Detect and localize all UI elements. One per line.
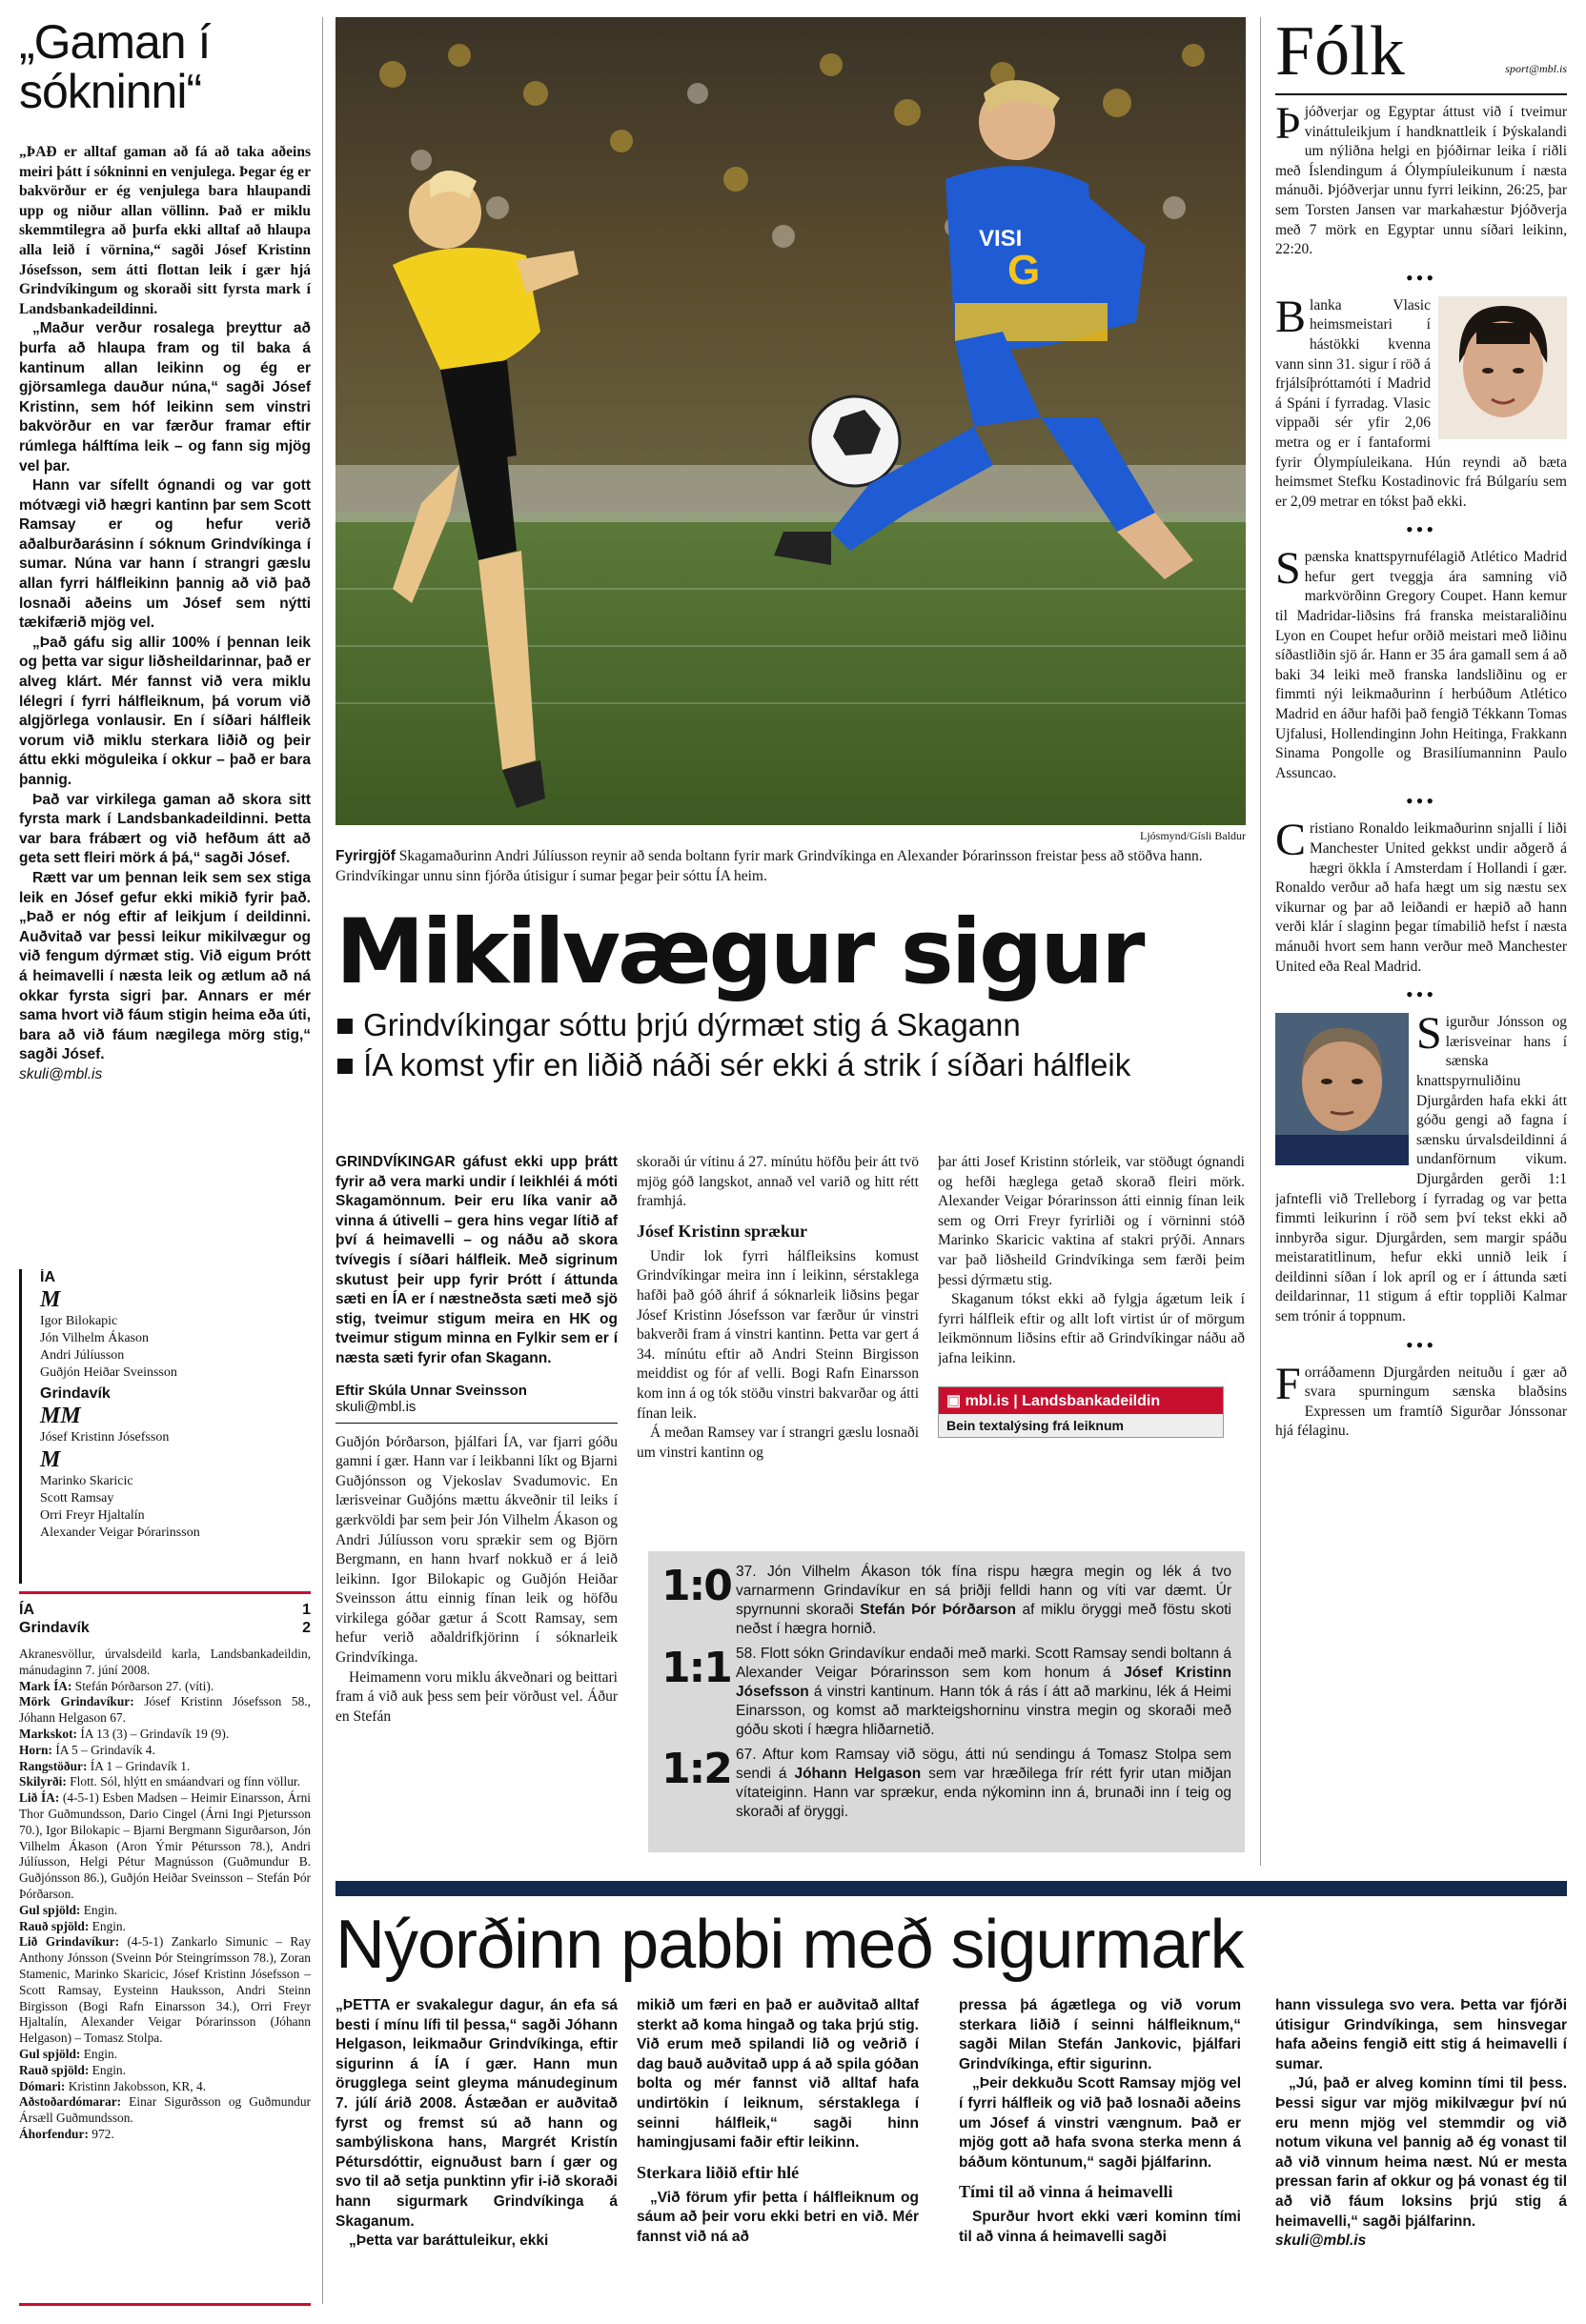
second-c4-p0: hann vissulega svo vera. Þetta var fjórði útisigur Grindvíkinga, sem hinsvegar hafa aðeins fengið eitt stig á heimavelli í sumar. <box>1275 1997 1567 2072</box>
fact-item <box>19 2094 311 2127</box>
match-photo <box>336 17 1246 825</box>
folk-item-0 <box>1275 98 1567 260</box>
left-para-1: „Maður verður rosalega þreyttur að þurfa að hlaupa fram og til baka á kantinum allan leikinn og ég er gjörsamlega dauður núna,“ sagði Jósef Kristinn, sem hóf leikinn sem vinstri bakvörður en var færður framar eftir rúmlega hálftíma leik – og fann sig mjög vel þar. <box>19 320 311 475</box>
fact-item <box>19 1679 311 1695</box>
ratings-team2: Grindavík <box>40 1385 111 1402</box>
goal-text-lead: 58. Flott sókn Grindavíkur endaði með marki. Scott Ramsay sendi boltann á Alexander Veigar Þórarinsson sem kom honum á <box>736 1646 1231 1681</box>
fact-key: Markskot: <box>19 1726 77 1741</box>
fact-item <box>19 1790 311 1903</box>
deck-line-2 <box>336 1045 1246 1085</box>
ratings-team1-mark: M <box>40 1287 61 1312</box>
second-col-1 <box>336 1996 618 2311</box>
folk-item-2 <box>1275 543 1567 783</box>
separator-dots: ••• <box>1405 982 1437 1007</box>
fact-value: Engin. <box>80 1902 118 1917</box>
goal-text-tail: sem var hræðilega frír rétt fyrir utan miðjan vítateiginn. Hann var sprækur, enda nýkominn inn á, brunaði inn í teig og skoraði af öryggi. <box>736 1766 1232 1820</box>
fact-item <box>19 2079 311 2095</box>
fact-value: Einar Sigurðsson og Guðmundur Ársæll Guðmundsson. <box>19 2094 311 2126</box>
ratings-player: Igor Bilokapic <box>40 1314 118 1328</box>
score-away-goals: 2 <box>302 1620 311 1636</box>
fact-key: Lið Grindavíkur: <box>19 1934 120 1950</box>
main-lead <box>336 1153 618 1369</box>
fact-value: ÍA 5 – Grindavík 4. <box>51 1742 155 1757</box>
ratings-box <box>19 1269 311 1584</box>
folk-item-text: pænska knattspyrnufélagið Atlético Madrid hefur gert tveggja ára samning við markvörðinn Gregory Coupet. Hann kemur til Madridar-liðsins frá franska meistaraliðinu Lyon en Coupet hefur orðið meistari með liðinu síðastliðin sjö ár. Hann er 35 ára gamall sem á að baki 34 leiki með franska landsliðinu og er fimmti nýi leikmaðurinn í herbúðum Atlético Madrid en áður hafði það fengið Tékkann Tomas Ujfalusi, Hollendinginn John Heitinga, Frakkann Sinama Pongolle og Brasilíumanninn Paulo Assuncao. <box>1275 549 1567 781</box>
caption-text: Skagamaðurinn Andri Júlíusson reynir að senda boltann fyrir mark Grindvíkinga en Alexander Þórarinsson freistar þess að stöðva hann. Grindvíkingar unnu sinn fjórða útisigur í sumar þegar þeir sóttu ÍA heim. <box>336 848 1203 884</box>
section-rule <box>336 1881 1567 1896</box>
fact-key: Mörk Grindavíkur: <box>19 1694 134 1709</box>
goal-entry <box>661 1563 1231 1639</box>
fact-value: 972. <box>88 2126 114 2141</box>
facts-top-rule <box>19 1591 311 1594</box>
main-lead-cap: GRINDVÍKINGAR <box>336 1154 456 1170</box>
score-home-goals: 1 <box>302 1602 311 1618</box>
portrait-illustration <box>1438 296 1567 439</box>
byline-rule <box>336 1423 618 1424</box>
main-c2b-p0: Undir lok fyrri hálfleiksins komust Grindvíkingar meira inn í leikinn, sérstaklega hafði það góð áhrif á sóknarleik liðsins þegar Jósef Kristinn Jósefsson var færður úr vinstri bakverði fram á vinstri kantinn. Þetta var gert á 34. mínútu eftir að Andri Steinn Birgisson meiddist og fór af velli. Bogi Rafn Einarsson kom inn á og tók stöðu vinstri bakvarðar og átti fínan leik. <box>637 1247 919 1422</box>
score-table <box>19 1601 311 1637</box>
goal-scorer: Jóhann Helgason <box>794 1766 922 1782</box>
score-away-team: Grindavík <box>19 1620 90 1636</box>
main-c2-p0: skoraði úr vítinu á 27. mínútu höfðu þeir átt tvö mjög góð langskot, annað vel varið og hitt rétt framhjá. <box>637 1154 919 1210</box>
dropcap: C <box>1275 815 1307 866</box>
left-email: skuli@mbl.is <box>19 1065 103 1082</box>
folk-item-1 <box>1275 291 1567 513</box>
goal-text <box>736 1563 1231 1639</box>
fact-item <box>19 1903 311 1919</box>
fact-value: Flott. Sól, hlýtt en smáandvari og fínn völlur. <box>66 1774 300 1789</box>
left-para-2: Hann var sífellt ógnandi og var gott mótvægi við hægri kantinn þar sem Scott Ramsay er og hefur verið aðalburðarásinn í sóknum Grindvíkinga í sumar. Núna var hann í strangri gæslu allan fyrri hálfleikinn þannig að við það losnaði aðeins um Jósef sem nýtti tækifærið mjög vel. <box>19 477 311 632</box>
second-headline: Nýorðinn pabbi með sigurmark <box>336 1907 1244 1983</box>
second-c1-p1: „Þetta var baráttuleikur, ekki <box>349 2233 549 2250</box>
folk-item-text: ristiano Ronaldo leikmaðurinn snjalli í liði Manchester United gekkst undir aðgerð á hægri ökkla í Amsterdam í Hollandi í gær. Ronaldo verður að hafa hægt um sig næstu sex vikurnar og þar að leiðandi er hæpið að hann verði klár í slaginn þegar tímabilið hefst í næsta mánuði hvort sem hann verður með Manchester United eða Real Madrid. <box>1275 820 1567 975</box>
ratings-player: Guðjón Heiðar Sveinsson <box>40 1365 177 1380</box>
left-para-0: „ÞAÐ er alltaf gaman að fá að taka aðeins meiri þátt í sókninni en venjulega. Þegar ég er bakvörður er ég venjulega bara hlaupandi upp og niður allan völlinn. Það er miklu skemmtilegra að þurfa ekki alltaf að hlaupa alla leið í vörnina,“ sagði Jósef Kristinn Jósefsson, sem átti flottan leik í gær hjá Grindvíkingum og skoraði sitt fyrsta mark í Landsbankadeildinni. <box>19 144 311 317</box>
dropcap: Þ <box>1275 98 1301 149</box>
fact-value: ÍA 13 (3) – Grindavík 19 (9). <box>77 1726 230 1741</box>
goal-score: 1:0 <box>661 1562 731 1610</box>
fact-value: Engin. <box>89 1918 126 1933</box>
fact-item <box>19 1647 311 1679</box>
second-c4-p1: „Jú, það er alveg kominn tími til þess. Þessi sigur var mjög mikilvægur því nú eru menn mjög vel stemmdir og við notum vikuna vel þannig að ég vonast til að við vinnum heima næst. Nú er mesta pressan farin af okkur og þá vonast ég til að við fáum loksins þrjú stig á heimavelli,“ sagði þjálfarinn. <box>1275 2075 1567 2230</box>
fact-value: Engin. <box>80 2046 118 2061</box>
goal-entry <box>661 1746 1231 1822</box>
second-subhead-2: Tími til að vinna á heimavelli <box>959 2182 1173 2202</box>
goal-score: 1:1 <box>661 1644 731 1692</box>
fact-item <box>19 1759 311 1775</box>
fact-key: Skilyrði: <box>19 1774 67 1789</box>
shirt-text: VISI <box>979 226 1023 252</box>
fact-key: Rauð spjöld: <box>19 2062 90 2077</box>
main-col-2 <box>637 1153 919 1553</box>
camera-icon: ▣ <box>946 1392 966 1409</box>
goal-text-tail: af miklu öryggi með föstu skoti neðst í hægra hornið. <box>736 1602 1231 1637</box>
folk-item-4 <box>1275 1008 1567 1327</box>
second-col-3 <box>959 1996 1241 2311</box>
goal-text-tail: á vinstri kantinum. Hann tók á rás í átt að markinu, lék á Heimi Einarsson, og komst að markteigshorninu vinstra megin og skoraði með góðu skoti í hægra hliðarnetið. <box>736 1684 1231 1738</box>
fact-key: Gul spjöld: <box>19 2046 81 2061</box>
second-c3b-p0: Spurður hvort ekki væri kominn tími til að vinna á heimavelli sagði <box>959 2209 1241 2245</box>
folk-item-5 <box>1275 1358 1567 1442</box>
goal-text-lead: 37. Jón Vilhelm Ákason tók fína rispu hægra megin og lék á tvo varnarmenn Grindavíkur en sá þriðji felldi hann og víti var dæmt. Úr spyrnunni skoraði <box>736 1564 1231 1618</box>
main-col-3 <box>938 1153 1245 1553</box>
fact-value: (4-5-1) Esben Madsen – Heimir Einarsson, Árni Thor Guðmundsson, Dario Cingel (Árni Ingi Pjetursson 70.), Igor Bilokapic – Bjarni Bergmann Sigurðarson, Jón Vilhelm Ákason (Aron Ýmir Pétursson 78.), Andri Júlíusson, Helgi Pétur Magnússon (Guðmundur B. Guðjónsson 86.), Guðjón Heiðar Sveinsson – Stefán Þór Þórðarson. <box>19 1790 311 1901</box>
fact-item <box>19 1743 311 1759</box>
folk-item-text: lanka Vlasic heimsmeistari í hástökki kvenna vann sinn 31. sigur í röð á frjálsíþróttamóti í Madrid á Spáni í fyrradag. Vlasic vippaði sér yfir 2,06 metra og er í fantaformi fyrir Ólympíuleikana. Hún reyndi að bæta heimsmet Stefku Kostadinovic frá Búlgaríu sem er 2,09 metrar en tókst það ekki. <box>1275 296 1567 510</box>
fact-key: Aðstoðardómarar: <box>19 2094 122 2110</box>
fact-value: Engin. <box>89 2062 126 2077</box>
second-subhead-1: Sterkara liðið eftir hlé <box>637 2162 800 2182</box>
fact-key: Mark ÍA: <box>19 1678 72 1693</box>
square-icon: ■ <box>336 1047 364 1082</box>
separator-dots: ••• <box>1405 517 1437 542</box>
separator-dots: ••• <box>1405 1332 1437 1357</box>
second-col-2 <box>637 1996 919 2311</box>
deck-line-1 <box>336 1005 1246 1045</box>
folk-item-text: jóðverjar og Egyptar áttust við í tveimur vináttuleikjum í handknattleik í Þýskalandi um nýliðna helgi en þjóðirnar leika í riðli með Íslendingum á Ólympíuleikunum í næsta mánuði. Þjóðverjar unnu fyrri leikinn, 26:25, þar sem Torsten Jansen var markahæstur Þjóðverja með 7 mörk en Egyptar unnu síðari leikinn, 22:20. <box>1275 104 1567 258</box>
ratings-player: Jón Vilhelm Ákason <box>40 1331 150 1345</box>
deck-1-text: Grindvíkingar sóttu þrjú dýrmæt stig á Skagann <box>363 1007 1021 1042</box>
ratings-player: Alexander Veigar Þórarinsson <box>40 1526 200 1540</box>
goals-box <box>648 1551 1245 1852</box>
fact-value: (4-5-1) Zankarlo Simunic – Ray Anthony Jónsson (Sveinn Þór Steingrímsson 78.), Zoran Stamenic, Marinko Skaricic, Jósef Kristinn Jósefsson – Scott Ramsay, Eysteinn Hauksson, Andri Steinn Birgisson (Bogi Rafn Einarsson 34.), Orri Freyr Hjaltalín, Alexander Veigar Þórarinsson (Jóhann Helgason) – Tomasz Stolpa. <box>19 1934 311 2046</box>
fact-value: Jósef Kristinn Jósefsson 58., Jóhann Helgason 67. <box>19 1694 311 1726</box>
ratings-player: Orri Freyr Hjaltalín <box>40 1508 145 1523</box>
fact-key: Rauð spjöld: <box>19 1918 90 1933</box>
main-c2b-p1: Á meðan Ramsey var í strangri gæslu losnaði um vinstri kantinn og <box>637 1425 919 1461</box>
fact-item <box>19 2127 311 2143</box>
goal-text <box>736 1746 1231 1822</box>
second-c2-p0: mikið um færi en það er auðvitað alltaf sterkt að koma hingað og taka þrjú stig. Við erum með spilandi lið og veðrið í dag bauð auðvitað upp á að spila góðan bolta og mér fannst við alltaf hafa undirtökin í leiknum, sérstaklega í seinni hálfleik,“ sagði hinn hamingjusami faðir eftir leikinn. <box>637 1997 919 2152</box>
main-c3-p1: Skaganum tókst ekki að fylgja ágætum leik í fyrri hálfleik eftir og allt loft virtist úr of mörgum leikmönnum liðsins eftir að Grindvíkingar náðu að jafna leikinn. <box>938 1291 1245 1366</box>
fact-key: Áhorfendur: <box>19 2126 89 2141</box>
promo-box[interactable] <box>938 1386 1224 1438</box>
main-lead-text: gáfust ekki upp þrátt fyrir að vera marki undir í leikhléi á móti Skagamönnum. Þeir eru líka vanir að vinna á útivelli – gera hins vegar lítið af því á heimavelli – og náðu að skora tvívegis í síðari hálfleik. Með sigrinum skutust þeir upp fyrir Þrótt í áttunda sæti en ÍA er í næstneðsta sæti með sjö stig, tveimur stigum meira en HK og tveimur stigum minna en Fylkir sem er í næsta sæti fyrir ofan Skagann. <box>336 1154 618 1366</box>
main-c1-p1: Heimamenn voru miklu ákveðnari og beittari fram á við auk þess sem þeir vörðust vel. Áður en Stefán <box>336 1668 618 1725</box>
main-headline: Mikilvægur sigur <box>336 900 1143 1004</box>
facts-bottom-rule <box>19 2303 311 2306</box>
main-subhead-1: Jósef Kristinn sprækur <box>637 1221 808 1241</box>
dropcap: F <box>1275 1358 1301 1409</box>
dropcap: B <box>1275 291 1307 342</box>
fact-item <box>19 1774 311 1790</box>
separator-dots: ••• <box>1405 789 1437 814</box>
score-home-team: ÍA <box>19 1602 34 1618</box>
caption-lead: Fyrirgjöf <box>336 848 396 864</box>
folk-item-text: orráðamenn Djurgården neituðu í gær að svara spurningum sænska blaðsins Expressen um framtíð Sigurðar Jónssonar hjá félaginu. <box>1275 1364 1567 1440</box>
promo-title: Landsbankadeildin <box>1022 1392 1161 1409</box>
folk-title: Fólk <box>1275 13 1405 91</box>
portrait-illustration <box>1275 1013 1409 1165</box>
goal-entry <box>661 1645 1231 1740</box>
goal-scorer: Stefán Þór Þórðarson <box>860 1602 1016 1618</box>
left-divider <box>322 17 323 2304</box>
second-c1-p0: „ÞETTA er svakalegur dagur, án efa sá besti í mínu lífi til þessa,“ sagði Jóhann Helgason, leikmaður Grindvíkinga, eftir sigurinn á ÍA í gær. Hann mun örugglega seint gleyma mánudeginum 7. júlí árið 2008. Ástæðan er auðvitað fyrst og fremst sú að hann og sambýliskona hans, Margrét Kristín Pétursdóttir, eignuðust barn í gær og svo til að setja punktinn yfir i-ið skoraði hann sigurmark Grindvíkinga á Skaganum. <box>336 1997 618 2230</box>
ratings-team1: ÍA <box>40 1269 55 1285</box>
fact-item <box>19 1727 311 1743</box>
ratings-rule <box>19 1269 22 1584</box>
fact-value: Stefán Þórðarson 27. (víti). <box>71 1678 214 1693</box>
fact-value: Akranesvöllur, úrvalsdeild karla, Landsbankadeildin, mánudaginn 7. júní 2008. <box>19 1647 311 1677</box>
fact-key: Horn: <box>19 1742 52 1757</box>
left-para-3: „Það gáfu sig allir 100% í þennan leik og þetta var sigur liðsheildarinnar, það er alveg klárt. Mér fannst við vera miklu lélegri í fyrri hálfleiknum, þá vorum við algjörlega vonlausir. En í síðari hálfleik vorum við miklu sterkara liðið og þeir áttu ekki möguleika í okkur – það er bara þannig. <box>19 634 311 788</box>
left-headline: „Gaman í sókninni“ <box>19 17 211 118</box>
fact-item <box>19 1934 311 2047</box>
fact-key: Lið ÍA: <box>19 1790 60 1806</box>
goal-score: 1:2 <box>661 1745 731 1793</box>
dropcap: S <box>1275 543 1301 595</box>
fact-item <box>19 2063 311 2079</box>
ratings-player: Jósef Kristinn Jósefsson <box>40 1430 170 1445</box>
fact-value: Kristinn Jakobsson, KR, 4. <box>65 2078 207 2093</box>
fact-item <box>19 1919 311 1935</box>
fact-key: Dómari: <box>19 2078 66 2093</box>
photo-credit-text: Ljósmynd/Gísli Baldur <box>1140 829 1246 842</box>
fact-value: ÍA 1 – Grindavík 1. <box>87 1758 191 1773</box>
second-c2b-p0: „Við förum yfir þetta í hálfleiknum og sáum að þeir voru ekki betri en við. Mér fannst við ná að <box>637 2189 919 2245</box>
goal-text-lead: 67. Aftur kom Ramsay við sögu, átti nú sendingu á Tomasz Stolpa sem sendi á <box>736 1747 1231 1782</box>
match-facts <box>19 1591 311 2306</box>
main-c1-p0: Guðjón Þórðarson, þjálfari ÍA, var fjarri góðu gamni í gær. Hann var í leikbanni líkt og Bjarni Guðjónsson og Vjekoslav Svadumovic. En lærisveinar Guðjóns mættu ákveðnir til leiks í gærkvöldi þar sem þeir Jón Vilhelm Ákason og Andri Júlíusson voru sprækir sem og Björn Bergmann, en hann hvarf nokkuð er á leið leikinn. Igor Bilokapic og Guðjón Heiðar Sveinsson áttu einnig fínan leik og höfðu virkilega góðar gætur á Scott Ramsay, sem hefur verið aðaldrifkjörinn í sóknarleik Grindvíkinga. <box>336 1433 618 1667</box>
left-body <box>19 143 311 1085</box>
sigurdur-portrait <box>1275 1013 1409 1165</box>
left-para-5: Rætt var um þennan leik sem sex stiga leik en Jósef gefur ekki mikið fyrir það. „Það er nóg eftir af leikjum í deildinni. Auðvitað var þessi leikur mikilvægur og við fengum dýrmæt stig. Við eigum Þrótt á heimavelli í næsta leik og ætlum að ná okkar fyrsta sigri þar. Annars er mér sama hvort við fáum stigin heima eða úti, bara að við fáum nægilega mörg stig,“ sagði Jósef. <box>19 869 311 1063</box>
photo-credit <box>336 829 1246 846</box>
goal-text <box>736 1645 1231 1740</box>
vlasic-portrait <box>1438 296 1567 439</box>
deck-2-text: ÍA komst yfir en liðið náði sér ekki á strik í síðari hálfleik <box>363 1047 1131 1082</box>
ratings-team2-mark-m: M <box>40 1447 61 1472</box>
second-headline-block <box>336 1901 1567 1996</box>
photo-caption <box>336 846 1246 890</box>
folk-email: sport@mbl.is <box>1505 62 1567 75</box>
left-para-4: Það var virkilega gaman að skora sitt fyrsta mark í Landsbankadeildinni. Þetta var bara frábært og við hefðum átt að geta sett fleiri mörk á þá,“ sagði Jósef. <box>19 791 311 867</box>
shirt-letter: G <box>1007 247 1041 293</box>
main-c3-p0: þar átti Josef Kristinn stórleik, var stöðugt ógnandi og hefði hæglega getað skorað fleiri mörk. Alexander Veigar Þórarinsson átti einnig fínan leik sem og Orri Freyr fyrirliði og í vörninni stóð Marinko Skaricic vaktina af stakri prýði. Annars var það liðsheild Grindvíkinga sem færði þeim þessi dýrmætu stig. <box>938 1154 1245 1288</box>
right-divider <box>1260 17 1261 1866</box>
second-c3-p1: „Þeir dekkuðu Scott Ramsay mjög vel í fyrri hálfleik og við það losnaði aðeins um Jósef á vinstri vængnum. Það er mjög gott að hafa svona sterka menn á báðum köntunum,“ sagði þjálfarinn. <box>959 2075 1241 2171</box>
goal-scorer: Jósef Kristinn Jósefsson <box>736 1665 1231 1700</box>
ratings-team2-mark-mm: MM <box>40 1404 81 1428</box>
promo-header: ▣ mbl.is | Landsbankadeildin <box>939 1387 1223 1414</box>
fact-key: Rangstöður: <box>19 1758 88 1773</box>
dropcap: S <box>1416 1008 1442 1060</box>
ratings-player: Andri Júlíusson <box>40 1348 125 1363</box>
folk-column <box>1275 13 1567 1871</box>
promo-sub: Bein textalýsing frá leiknum <box>939 1414 1223 1437</box>
ratings-player: Marinko Skaricic <box>40 1474 133 1488</box>
left-column <box>19 17 311 1256</box>
fact-item <box>19 2047 311 2063</box>
photo-illustration <box>336 17 1246 825</box>
folk-item-text: igurður Jónsson og lærisveinar hans í sænska knattspyrnuliðinu Djurgården hafa ekki átt góðu gengi að fagna í sænsku úrvalsdeildinni á undanförnum vikum. Djurgården gerði 1:1 jafntefli við Trelleborg í fyrradag og var þetta fimmti leikurinn í röð sem því tekst ekki að innbyrða sigur. Djurgården, sem margir spáðu meistaratitlinum, hefur ekki unnið leik í deildinni síðan í lok apríl og er í áttunda sæti deildarinnar, 11 stigum á eftir toppliði Kalmar sem trónir á toppnum. <box>1275 1014 1567 1325</box>
promo-brand: mbl.is <box>965 1392 1009 1409</box>
byline-email: skuli@mbl.is <box>336 1398 417 1415</box>
square-icon: ■ <box>336 1007 364 1042</box>
folk-header <box>1275 13 1567 95</box>
fact-item <box>19 1694 311 1727</box>
facts-list <box>19 1647 311 2143</box>
second-col-4 <box>1275 1996 1567 2311</box>
fact-key: Gul spjöld: <box>19 1902 81 1917</box>
second-email: skuli@mbl.is <box>1275 2233 1367 2250</box>
byline: Eftir Skúla Unnar Sveinsson <box>336 1382 527 1399</box>
main-col-1 <box>336 1153 618 1877</box>
ratings-player: Scott Ramsay <box>40 1491 114 1506</box>
main-headline-block <box>336 900 1246 1110</box>
separator-dots: ••• <box>1405 265 1437 290</box>
folk-item-3 <box>1275 815 1567 977</box>
second-c3-p0: pressa þá ágætlega og við vorum sterkara liðið í seinni hálfleiknum,“ sagði Milan Stefán Jankovic, þjálfari Grindvíkinga, eftir sigurinn. <box>959 1997 1241 2072</box>
